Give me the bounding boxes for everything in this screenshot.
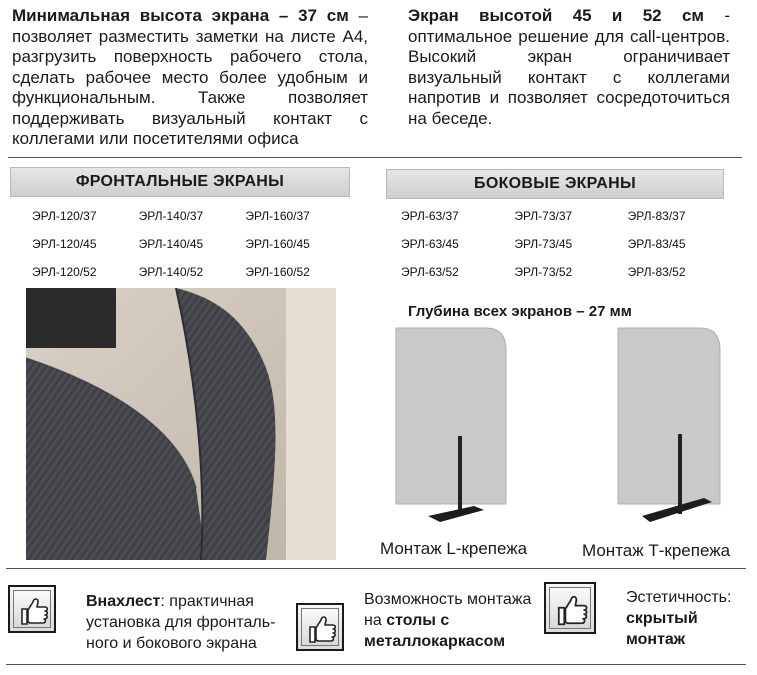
feature-3-text — [626, 587, 750, 650]
side-code: ЭРЛ-73/37 — [514, 209, 573, 223]
feature-3-bold: скрытый монтаж — [626, 610, 698, 648]
feature-3-body: Эстетичность: — [626, 589, 732, 606]
feature-1-body: : практичная установка для фронталь-ного и бокового экрана — [86, 593, 276, 652]
side-code: ЭРЛ-83/37 — [627, 209, 686, 223]
thumbs-up-icon — [302, 609, 342, 649]
divider-middle — [6, 568, 746, 569]
frontal-code: ЭРЛ-160/45 — [245, 237, 310, 251]
side-code: ЭРЛ-83/45 — [627, 237, 686, 251]
side-codes-grid — [401, 207, 741, 281]
side-code: ЭРЛ-63/45 — [401, 237, 459, 251]
intro-left-body: – позволяет разместить заметки на листе А4, разгрузить поверхность рабочего стола, сделать рабочее место более удобным и функциональным. Также позволяет поддерживать визуальный контакт с коллегами или посетителями офиса — [12, 6, 368, 148]
frontal-codes-grid — [32, 207, 352, 281]
overlap-photo — [26, 288, 336, 560]
thumbs-up-icon — [550, 588, 594, 632]
intro-right-body: - оптимальное решение для call-центров. Высокий экран ограничивает визуальный контакт с коллегами напротив и позволяет сосредоточиться на беседе. — [408, 6, 730, 128]
frontal-code: ЭРЛ-160/37 — [245, 209, 310, 223]
intro-right-text — [408, 6, 730, 129]
divider-bottom — [6, 664, 746, 665]
side-code: ЭРЛ-73/52 — [514, 265, 573, 279]
frontal-code: ЭРЛ-120/52 — [32, 265, 97, 279]
frontal-code: ЭРЛ-120/37 — [32, 209, 97, 223]
frontal-code: ЭРЛ-120/45 — [32, 237, 97, 251]
feature-2-body: Возможность монтажа на — [364, 591, 532, 629]
feature-2-badge — [296, 603, 344, 651]
t-mount-caption: Монтаж Т-крепежа — [582, 541, 731, 560]
feature-1-text — [86, 591, 296, 654]
feature-1-badge — [8, 585, 56, 633]
frontal-code: ЭРЛ-140/45 — [138, 237, 204, 251]
frontal-screens-header: ФРОНТАЛЬНЫЕ ЭКРАНЫ — [10, 167, 350, 197]
intro-left-bold: Минимальная высота экрана – 37 см — [12, 6, 349, 25]
feature-2-text — [364, 589, 544, 652]
t-mount-illustration — [612, 326, 732, 526]
feature-3-badge — [544, 582, 596, 634]
feature-1-bold: Внахлест — [86, 593, 161, 610]
frontal-code: ЭРЛ-160/52 — [245, 265, 310, 279]
side-code: ЭРЛ-63/52 — [401, 265, 459, 279]
intro-right-bold: Экран высотой 45 и 52 см — [408, 6, 704, 25]
frontal-code: ЭРЛ-140/37 — [138, 209, 204, 223]
side-code: ЭРЛ-63/37 — [401, 209, 459, 223]
side-code: ЭРЛ-83/52 — [627, 265, 686, 279]
divider-top — [8, 157, 742, 158]
feature-2-bold: столы с металлокаркасом — [364, 612, 506, 650]
side-code: ЭРЛ-73/45 — [514, 237, 573, 251]
side-screens-header: БОКОВЫЕ ЭКРАНЫ — [386, 169, 724, 199]
depth-note: Глубина всех экранов – 27 мм — [408, 303, 632, 320]
frontal-code: ЭРЛ-140/52 — [138, 265, 204, 279]
l-mount-illustration — [388, 326, 518, 526]
intro-left-text — [12, 6, 368, 150]
thumbs-up-icon — [14, 591, 54, 631]
l-mount-caption: Монтаж L-крепежа — [380, 539, 528, 558]
